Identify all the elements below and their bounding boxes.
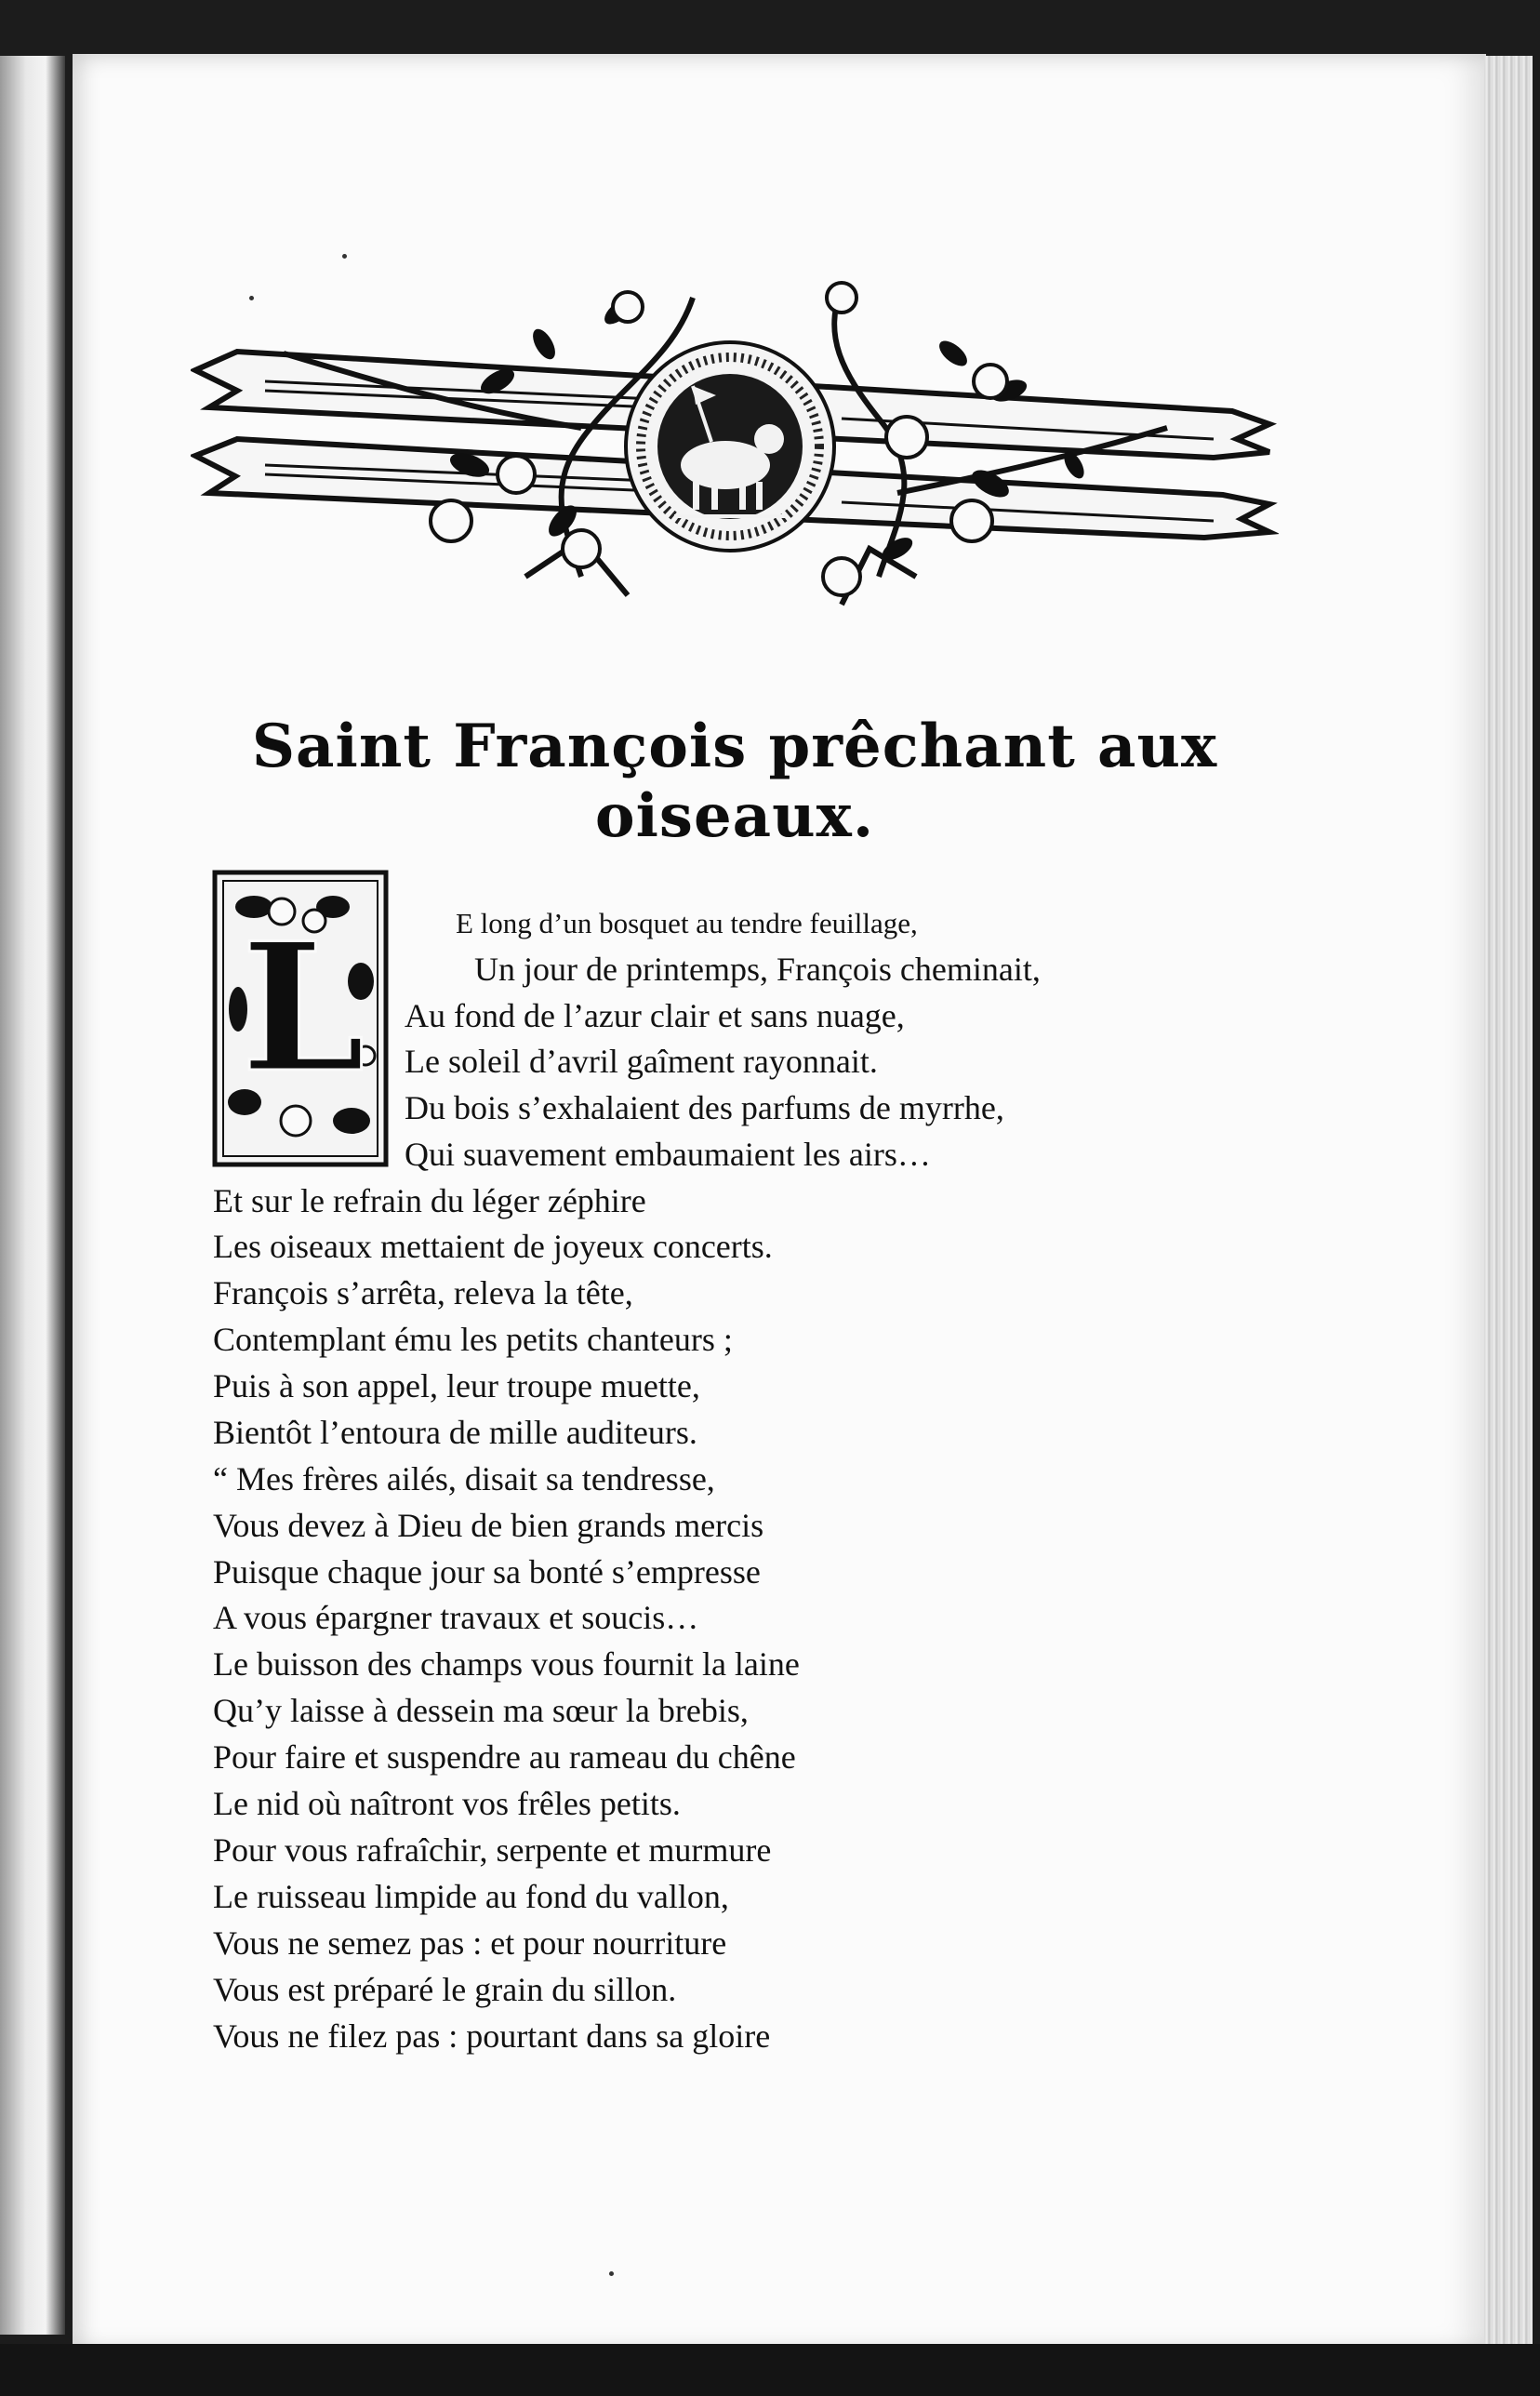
poem-line: A vous épargner travaux et soucis… [213, 1599, 699, 1636]
poem-line: Pour vous rafraîchir, serpente et murmure [213, 1831, 772, 1869]
paper-speck [342, 254, 347, 259]
poem-line: Bientôt l’entoura de mille auditeurs. [213, 1414, 697, 1451]
poem-line: Et sur le refrain du léger zéphire [213, 1182, 646, 1219]
poem-line: Les oiseaux mettaient de joyeux concerts. [213, 1228, 773, 1265]
poem-line: Le ruisseau limpide au fond du vallon, [213, 1878, 729, 1915]
poem-line: Qu’y laisse à dessein ma sœur la brebis, [213, 1692, 749, 1729]
dropcap-letter: L [241, 904, 365, 1111]
poem-title: Saint François prêchant aux oiseaux. [251, 712, 1218, 851]
poem-line: Vous ne filez pas : pourtant dans sa gloire [213, 2017, 771, 2055]
poem-line: Un jour de printemps, François cheminait, [474, 951, 1041, 988]
poem-line: Le nid où naîtront vos frêles petits. [213, 1785, 681, 1822]
poem-line: François s’arrêta, releva la tête, [213, 1274, 633, 1311]
poem-line: Vous devez à Dieu de bien grands mercis [213, 1507, 764, 1544]
poem-line: Le buisson des champs vous fournit la laine [213, 1645, 800, 1683]
poem-line: Pour faire et suspendre au rameau du chêne [213, 1738, 796, 1776]
paper-speck [609, 2271, 614, 2276]
poem-line: Le soleil d’avril gaîment rayonnait. [405, 1043, 878, 1080]
poem-line: “ Mes frères ailés, disait sa tendresse, [213, 1460, 715, 1498]
paper-speck [249, 296, 254, 300]
poem-line: Contemplant ému les petits chanteurs ; [213, 1321, 733, 1358]
poem-line: Qui suavement embaumaient les airs… [405, 1136, 931, 1173]
poem-line: Vous est préparé le grain du sillon. [213, 1971, 677, 2008]
poem-line: Puis à son appel, leur troupe muette, [213, 1367, 700, 1404]
poem-line: Vous ne semez pas : et pour nourriture [213, 1924, 727, 1962]
poem-line: Au fond de l’azur clair et sans nuage, [405, 997, 905, 1034]
poem-line: E long d’un bosquet au tendre feuillage, [456, 907, 918, 939]
poem-line: Puisque chaque jour sa bonté s’empresse [213, 1553, 761, 1591]
poem-line: Du bois s’exhalaient des parfums de myrrhe, [405, 1089, 1004, 1126]
